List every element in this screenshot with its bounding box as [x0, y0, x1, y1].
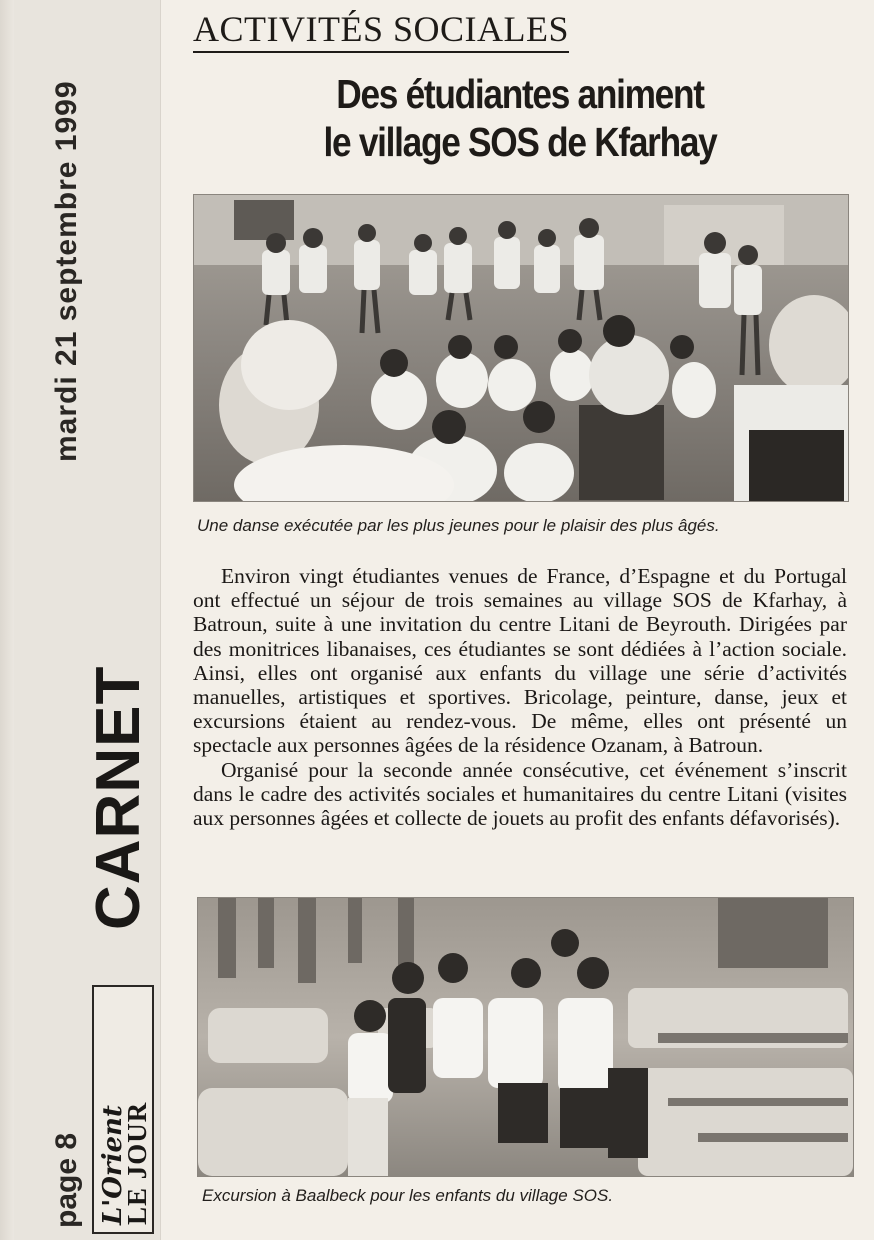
- section-title-text: CARNET: [84, 665, 153, 930]
- headline-line-1: Des étudiantes animent: [336, 71, 704, 117]
- baalbeck-photo-image: [198, 898, 853, 1176]
- headline-line-2: le village SOS de Kfarhay: [323, 119, 717, 165]
- paragraph-1: Environ vingt étudiantes venues de France, d’Espagne et du Portugal ont effectué un séjour de trois semaines au village SOS de Kfarhay, à Batroun, suite à une invitation du centre Litani de Beyrouth. Dirigées par des monitrices libanaises, ces étudiantes se sont dédiées à l’action sociale. Ainsi, elles ont organisé aux enfants du village une série d’activités manuelles, artistiques et sportives. Bricolage, peinture, danse, jeux et excursions étaient au rendez-vous. De même, elles ont présenté un spectacle aux personnes âgées de la résidence Ozanam, à Batroun.: [193, 564, 847, 758]
- newspaper-logo: [92, 985, 154, 1234]
- paragraph-2: Organisé pour la seconde année consécutive, cet événement s’inscrit dans le cadre des activités sociales et humanitaires du centre Litani (visites aux personnes âgées et collecte de jouets au profit des enfants défavorisés).: [193, 757, 847, 831]
- section-title: [84, 665, 153, 930]
- headline: [279, 70, 761, 166]
- logo-line-2: LE JOUR: [122, 1101, 152, 1225]
- dance-photo: [193, 194, 849, 502]
- side-strip: [0, 0, 161, 1240]
- article-body: [193, 564, 847, 830]
- dance-photo-image: [194, 195, 848, 501]
- page-number: page 8: [50, 1132, 83, 1228]
- issue-date: mardi 21 septembre 1999: [50, 80, 83, 462]
- section-rubric: ACTIVITÉS SOCIALES: [193, 8, 569, 53]
- page-fold-shadow: [0, 0, 14, 1240]
- baalbeck-photo: [197, 897, 854, 1177]
- photo-caption-1: Une danse exécutée par les plus jeunes pour le plaisir des plus âgés.: [197, 516, 720, 535]
- photo-caption-2: Excursion à Baalbeck pour les enfants du village SOS.: [202, 1186, 614, 1205]
- logo-line-1: L'Orient: [98, 1105, 128, 1225]
